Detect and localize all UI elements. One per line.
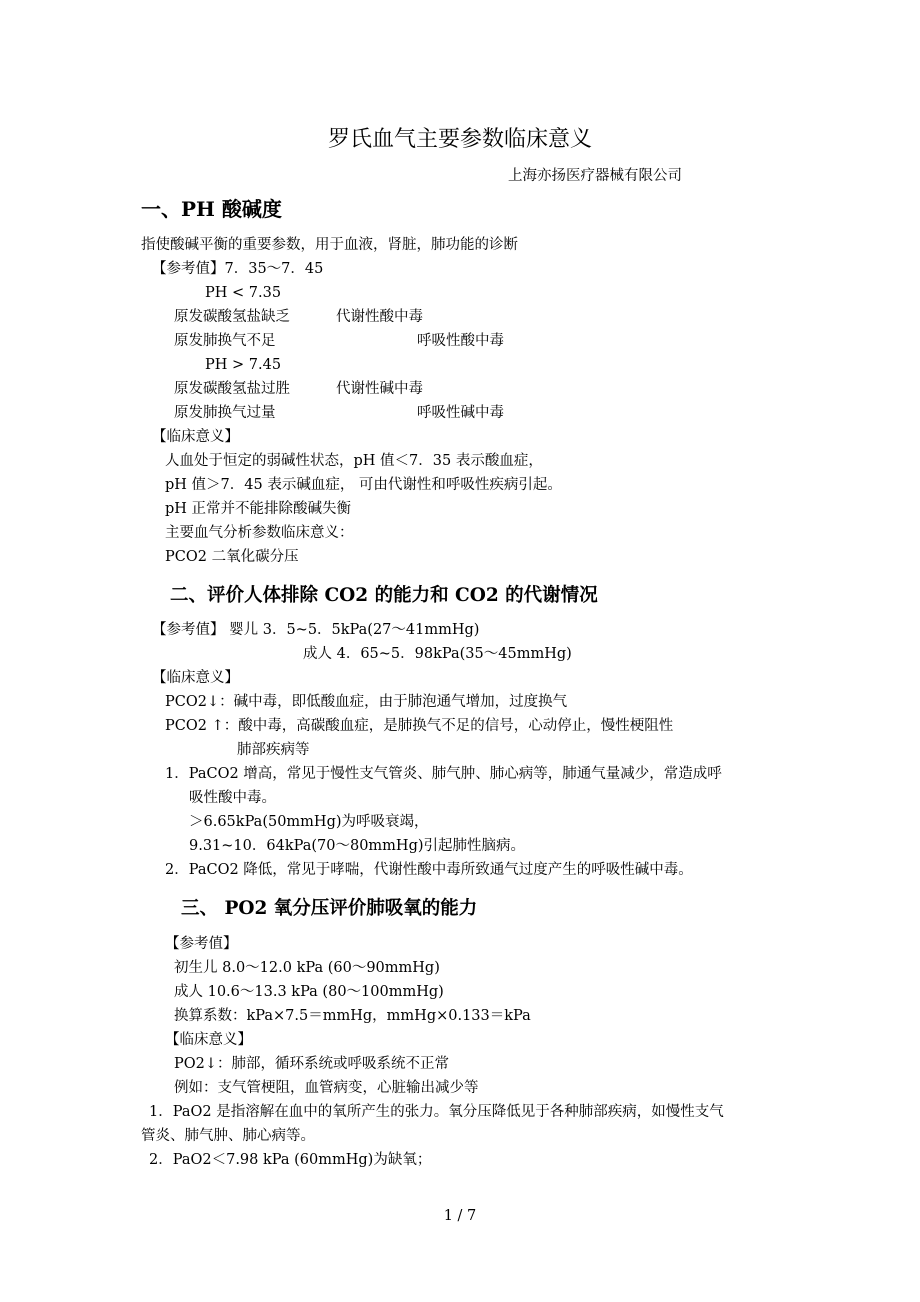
paco2-item1-b: 吸性酸中毒。 bbox=[189, 790, 276, 806]
section2-ref: 【参考值】 婴儿 3．5~5．5kPa(27～41mmHg) bbox=[152, 622, 480, 638]
section1-clinical-label: 【临床意义】 bbox=[152, 429, 239, 445]
section1-clinical-1: 人血处于恒定的弱碱性状态，pH 值＜7．35 表示酸血症， bbox=[165, 453, 543, 469]
po2-example: 例如：支气管梗阻，血管病变，心脏输出减少等 bbox=[174, 1080, 479, 1096]
pco2-down: PCO2↓：碱中毒，即低酸血症，由于肺泡通气增加，过度换气 bbox=[165, 694, 568, 710]
paco2-item1-d: 9.31~10．64kPa(70～80mmHg)引起肺性脑病。 bbox=[189, 838, 526, 854]
section3-heading: 三、 PO2 氧分压评价肺吸氧的能力 bbox=[181, 898, 478, 919]
section2-ref-adult: 成人 4．65~5．98kPa(35～45mmHg) bbox=[303, 646, 572, 662]
po2-newborn: 初生儿 8.0～12.0 kPa (60～90mmHg) bbox=[174, 960, 440, 976]
paco2-item1-c: ＞6.65kPa(50mmHg)为呼吸衰竭， bbox=[189, 814, 429, 830]
section2-clinical-label: 【临床意义】 bbox=[152, 670, 239, 686]
low1-result: 代谢性酸中毒 bbox=[336, 309, 423, 325]
section1-clinical-4: 主要血气分析参数临床意义： bbox=[165, 525, 354, 541]
pco2-up-1: PCO2 ↑：酸中毒，高碳酸血症，是肺换气不足的信号，心动停止，慢性梗阻性 bbox=[165, 718, 674, 734]
section1-ref: 【参考值】7．35～7．45 bbox=[152, 261, 324, 277]
paco2-item2: 2．PaCO2 降低，常见于哮喘，代谢性酸中毒所致通气过度产生的呼吸性碱中毒。 bbox=[165, 862, 693, 878]
pao2-item2: 2．PaO2＜7.98 kPa (60mmHg)为缺氧； bbox=[149, 1152, 432, 1168]
paco2-item1-a: 1．PaCO2 增高，常见于慢性支气管炎、肺气肿、肺心病等，肺通气量减少，常造成呼 bbox=[165, 766, 722, 782]
section1-clinical-2: pH 值＞7．45 表示碱血症， 可由代谢性和呼吸性疾病引起。 bbox=[165, 477, 562, 493]
pco2-up-2: 肺部疾病等 bbox=[237, 742, 310, 758]
section1-clinical-5: PCO2 二氧化碳分压 bbox=[165, 549, 299, 565]
high1-result: 代谢性碱中毒 bbox=[336, 381, 423, 397]
section1-intro: 指使酸碱平衡的重要参数，用于血液，肾脏，肺功能的诊断 bbox=[141, 237, 518, 253]
high2-cause: 原发肺换气过量 bbox=[174, 405, 276, 421]
low2-cause: 原发肺换气不足 bbox=[174, 333, 276, 349]
low1-cause: 原发碳酸氢盐缺乏 bbox=[174, 309, 290, 325]
section1-clinical-3: pH 正常并不能排除酸碱失衡 bbox=[165, 501, 352, 517]
section2-heading: 二、评价人体排除 CO2 的能力和 CO2 的代谢情况 bbox=[170, 585, 598, 606]
po2-adult: 成人 10.6～13.3 kPa (80～100mmHg) bbox=[174, 984, 444, 1000]
section3-ref-label: 【参考值】 bbox=[165, 936, 238, 952]
section1-heading: 一、PH 酸碱度 bbox=[141, 197, 282, 221]
page-number: 1 / 7 bbox=[443, 1208, 477, 1224]
ph-low-label: PH < 7.35 bbox=[205, 285, 282, 301]
po2-down: PO2↓：肺部，循环系统或呼吸系统不正常 bbox=[174, 1056, 450, 1072]
conversion-factor: 换算系数：kPa×7.5＝mmHg，mmHg×0.133＝kPa bbox=[174, 1008, 531, 1024]
document-title: 罗氏血气主要参数临床意义 bbox=[327, 127, 592, 152]
pao2-item1-a: 1．PaO2 是指溶解在血中的氧所产生的张力。氧分压降低见于各种肺部疾病，如慢性支气 bbox=[149, 1104, 724, 1120]
company-name: 上海亦扬医疗器械有限公司 bbox=[508, 168, 682, 184]
section3-clinical-label: 【临床意义】 bbox=[165, 1032, 252, 1048]
high2-result: 呼吸性碱中毒 bbox=[417, 405, 504, 421]
low2-result: 呼吸性酸中毒 bbox=[417, 333, 504, 349]
high1-cause: 原发碳酸氢盐过胜 bbox=[174, 381, 290, 397]
pao2-item1-b: 管炎、肺气肿、肺心病等。 bbox=[141, 1128, 315, 1144]
ph-high-label: PH > 7.45 bbox=[205, 357, 282, 373]
